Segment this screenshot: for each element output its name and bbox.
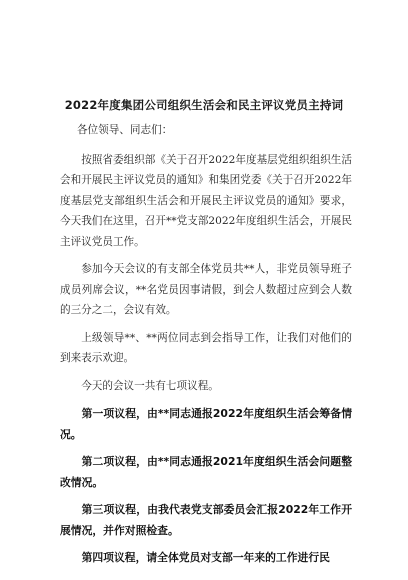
agenda-item: 第四项议程，请全体党员对支部一年来的工作进行民 xyxy=(81,551,330,564)
agenda-item: 第二项议程，由**同志通报2021年度组织生活会问题整改情况。 xyxy=(60,455,352,489)
document-title: 2022年度集团公司组织生活会和民主评议党员主持词 xyxy=(64,98,344,112)
paragraph: 参加今天会议的有支部全体党员共**人，非党员领导班子成员列席会议，**名党员因事请假，到会人数超过应到会人数的三分之二，会议有效。 xyxy=(60,263,352,316)
paragraph: 按照省委组织部《关于召开2022年度基层党组织组织生活会和开展民主评议党员的通知》和集团党委《关于召开2022年度基层党支部组织生活会和开展民主评议党员的通知》要求，今天我们在这里，召开**党支部2022年度组织生活会，开展民主评议党员工作。 xyxy=(60,153,352,248)
paragraph: 上级领导**、**两位同志到会指导工作，让我们对他们的到来表示欢迎。 xyxy=(60,331,352,364)
agenda-item: 第一项议程，由**同志通报2022年度组织生活会筹备情况。 xyxy=(60,407,352,441)
agenda-item: 第三项议程，由我代表党支部委员会汇报2022年工作开展情况，并作对照检查。 xyxy=(60,503,352,537)
greeting: 各位领导、同志们： xyxy=(76,124,173,136)
document-body xyxy=(60,120,352,574)
paragraph: 今天的会议一共有七项议程。 xyxy=(81,379,219,392)
